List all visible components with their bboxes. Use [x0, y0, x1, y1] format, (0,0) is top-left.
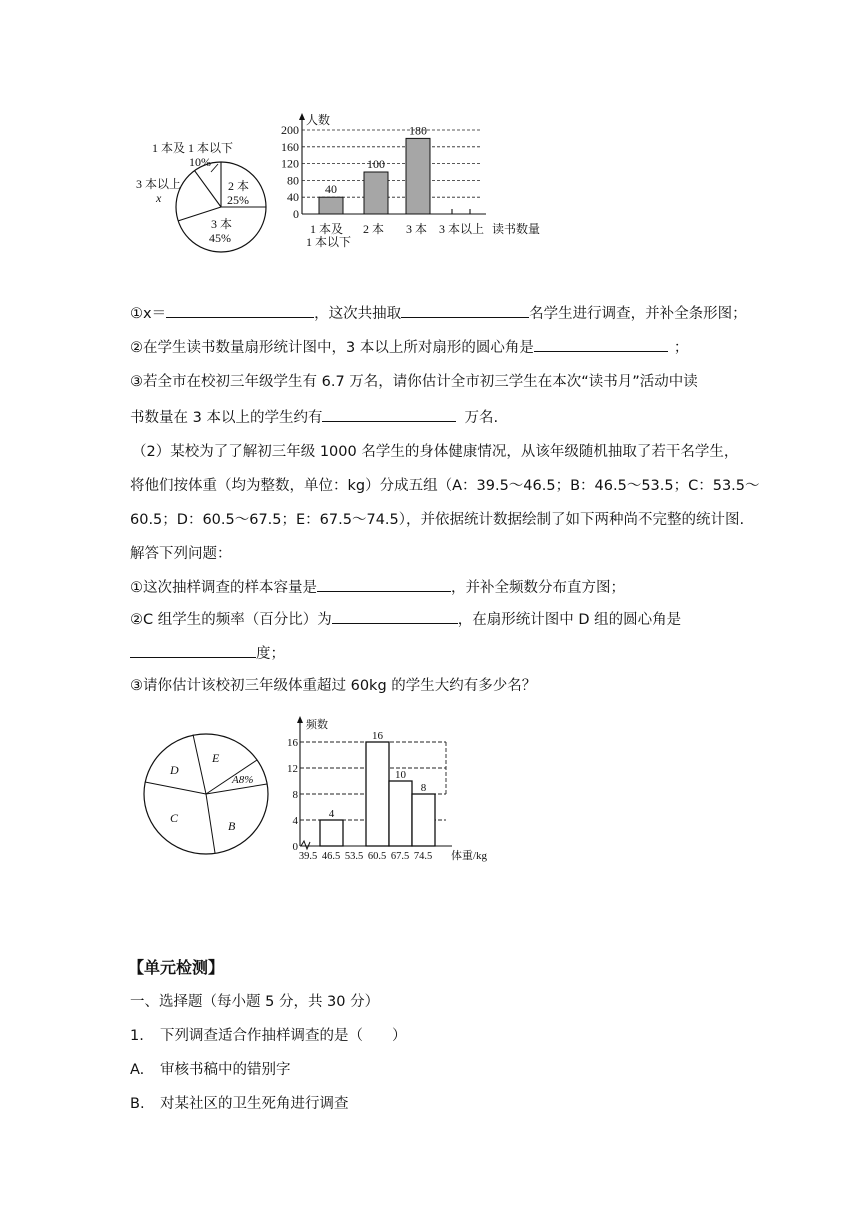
q2-a-text-1: ①这次抽样调查的样本容量是	[130, 580, 317, 596]
pie-label-right-2: 25%	[227, 193, 249, 207]
bar-y-axis-arrow	[299, 113, 305, 120]
option-b[interactable]	[130, 1094, 349, 1114]
pie-label-bottom-2: 45%	[209, 231, 231, 245]
hist-data-label: 10	[395, 769, 406, 781]
bar-3	[406, 138, 430, 214]
q2-text-4: 解答下列问题：	[130, 546, 232, 562]
bar-xlabel: 读书数量	[492, 222, 541, 236]
hist-xtick-label: 74.5	[413, 851, 433, 862]
pie-label-right-1: 2 本	[228, 179, 250, 193]
hist-ytick-label: 12	[287, 763, 298, 775]
q1-b-text-1: ②在学生读书数量扇形统计图中，3 本以上所对扇形的圆心角是	[130, 340, 534, 356]
hist-ytick-label: 0	[292, 841, 298, 853]
q1-a-text-2: ，这次共抽取	[314, 306, 402, 322]
weight-histogram	[287, 716, 488, 862]
pie2-label-d: D	[170, 763, 179, 777]
hist-data-label: 16	[372, 730, 383, 742]
q1-c-text-2: 书数量在 3 本以上的学生约有	[130, 410, 323, 426]
bar-cat-4: 3 本以上	[439, 222, 485, 236]
q1-line-c2	[130, 406, 498, 428]
hist-bar-5	[412, 794, 435, 846]
option-a-text: 审核书稿中的错别字	[160, 1062, 291, 1078]
q1-b-text-2: ；	[673, 340, 689, 356]
bar-ytick-label: 80	[287, 173, 299, 188]
hist-ytick-label: 8	[292, 789, 298, 801]
bar-cat-1-line2: 1 本以下	[306, 235, 352, 249]
option-b-text: 对某社区的卫生死角进行调查	[160, 1096, 349, 1112]
q1-line-b	[130, 336, 688, 358]
bar-cat-3: 3 本	[406, 222, 428, 236]
hist-bar-3	[366, 742, 389, 846]
hist-ytick-label: 16	[287, 737, 298, 749]
q1-line-c1	[130, 372, 698, 392]
q2-line-a	[130, 576, 625, 598]
hist-xtick-label: 60.5	[367, 851, 387, 862]
bar-ylabel: 人数	[306, 113, 331, 127]
problem-1-text: 下列调查适合作抽样调查的是（ ）	[160, 1028, 407, 1044]
option-a-label: A.	[130, 1062, 145, 1078]
part-one-heading	[130, 992, 379, 1012]
answer-blank-d-angle[interactable]	[130, 642, 256, 658]
option-b-label: B.	[130, 1096, 145, 1112]
unit-test-title	[128, 958, 224, 978]
hist-xtick-label: 53.5	[344, 851, 364, 862]
pie2-label-e: E	[212, 751, 220, 765]
pie-label-left-1: 3 本以上	[136, 177, 182, 191]
q2-line-b2	[130, 642, 285, 664]
q2-line-c	[130, 676, 536, 696]
figure-1	[130, 110, 590, 260]
hist-xlabel: 体重/kg	[451, 850, 488, 862]
q2-b-text-2: ，在扇形统计图中 D 组的圆心角是	[457, 612, 682, 628]
option-a[interactable]	[130, 1060, 291, 1080]
pie2-label-c: C	[170, 811, 179, 825]
reading-pie-chart	[136, 140, 266, 252]
q2-b-text-1: ②C 组学生的频率（百分比）为	[130, 612, 332, 628]
weight-pie-chart	[144, 734, 268, 854]
hist-ytick-label: 4	[292, 815, 298, 827]
bar-data-label: 180	[409, 123, 427, 138]
figure-2	[138, 712, 518, 872]
q2-line-2	[130, 476, 760, 496]
reading-bar-chart	[281, 112, 540, 249]
q1-line-a	[130, 302, 747, 324]
answer-blank-central-angle[interactable]	[534, 336, 668, 352]
bar-ytick-label: 200	[281, 123, 299, 137]
q2-line-4	[130, 544, 232, 564]
q1-a-text-3: 名学生进行调查，并补全条形图；	[529, 306, 747, 322]
answer-blank-c-frequency[interactable]	[332, 608, 458, 624]
q2-b-text-3: 度；	[256, 646, 285, 662]
q1-c-text-1: ③若全市在校初三年级学生有 6.7 万名，请你估计全市初三学生在本次“读书月”活动中读	[130, 374, 698, 390]
bar-ytick-label: 160	[281, 139, 299, 154]
pie2-label-b: B	[228, 819, 236, 833]
hist-bar-4	[389, 781, 412, 846]
hist-bar-1	[320, 820, 343, 846]
answer-blank-sample-size[interactable]	[317, 576, 451, 592]
q2-a-text-2: ，并补全频数分布直方图；	[451, 580, 625, 596]
problem-1	[130, 1026, 407, 1046]
hist-xtick-label: 67.5	[390, 851, 410, 862]
bar-data-label: 40	[325, 182, 337, 197]
bar-ytick-label: 0	[293, 207, 299, 221]
bar-ytick-label: 120	[281, 156, 299, 171]
unit-test-title-text: 【单元检测】	[128, 958, 225, 977]
answer-blank-estimate[interactable]	[322, 406, 456, 422]
answer-blank-x[interactable]	[166, 302, 314, 318]
q1-c-text-3: 万名.	[464, 410, 499, 426]
bar-1	[319, 197, 343, 214]
hist-ylabel: 频数	[306, 719, 328, 731]
hist-y-axis-arrow	[297, 716, 303, 723]
hist-data-label: 8	[420, 782, 427, 794]
pie-label-bottom-1: 3 本	[211, 217, 233, 231]
part-one-text: 一、选择题（每小题 5 分，共 30 分）	[130, 994, 380, 1010]
answer-blank-sample-count[interactable]	[401, 302, 529, 318]
pie-label-left-2: x	[156, 191, 162, 205]
bar-2	[364, 172, 388, 214]
hist-xtick-label: 46.5	[321, 851, 341, 862]
bar-cat-2: 2 本	[363, 222, 385, 236]
q2-text-1: （2）某校为了了解初三年级 1000 名学生的身体健康情况，从该年级随机抽取了若干名学生，	[132, 444, 739, 460]
q2-line-1	[132, 442, 738, 462]
hist-axis-break	[301, 841, 310, 849]
bar-cat-1-line1: 1 本及	[310, 222, 344, 236]
bar-ytick-label: 40	[287, 190, 299, 205]
hist-data-label: 4	[328, 808, 335, 820]
problem-1-number: 1.	[130, 1028, 144, 1044]
q1-a-text-1: ①x＝	[130, 306, 167, 322]
q2-c-text: ③请你估计该校初三年级体重超过 60kg 的学生大约有多少名？	[130, 678, 537, 694]
pie-label-top-2: 10%	[189, 155, 211, 169]
pie2-label-a: A8%	[232, 774, 254, 786]
q2-line-3	[130, 510, 744, 530]
pie-label-top-1: 1 本及 1 本以下	[152, 141, 234, 155]
q2-line-b	[130, 608, 681, 630]
q2-text-2: 将他们按体重（均为整数，单位：kg）分成五组（A：39.5～46.5；B：46.5～53.5；C：53.5～	[130, 478, 760, 494]
hist-xtick-label: 39.5	[298, 851, 318, 862]
bar-data-label: 100	[367, 157, 385, 171]
q2-text-3: 60.5；D：60.5～67.5；E：67.5～74.5），并依据统计数据绘制了如下两种尚不完整的统计图.	[130, 512, 745, 528]
